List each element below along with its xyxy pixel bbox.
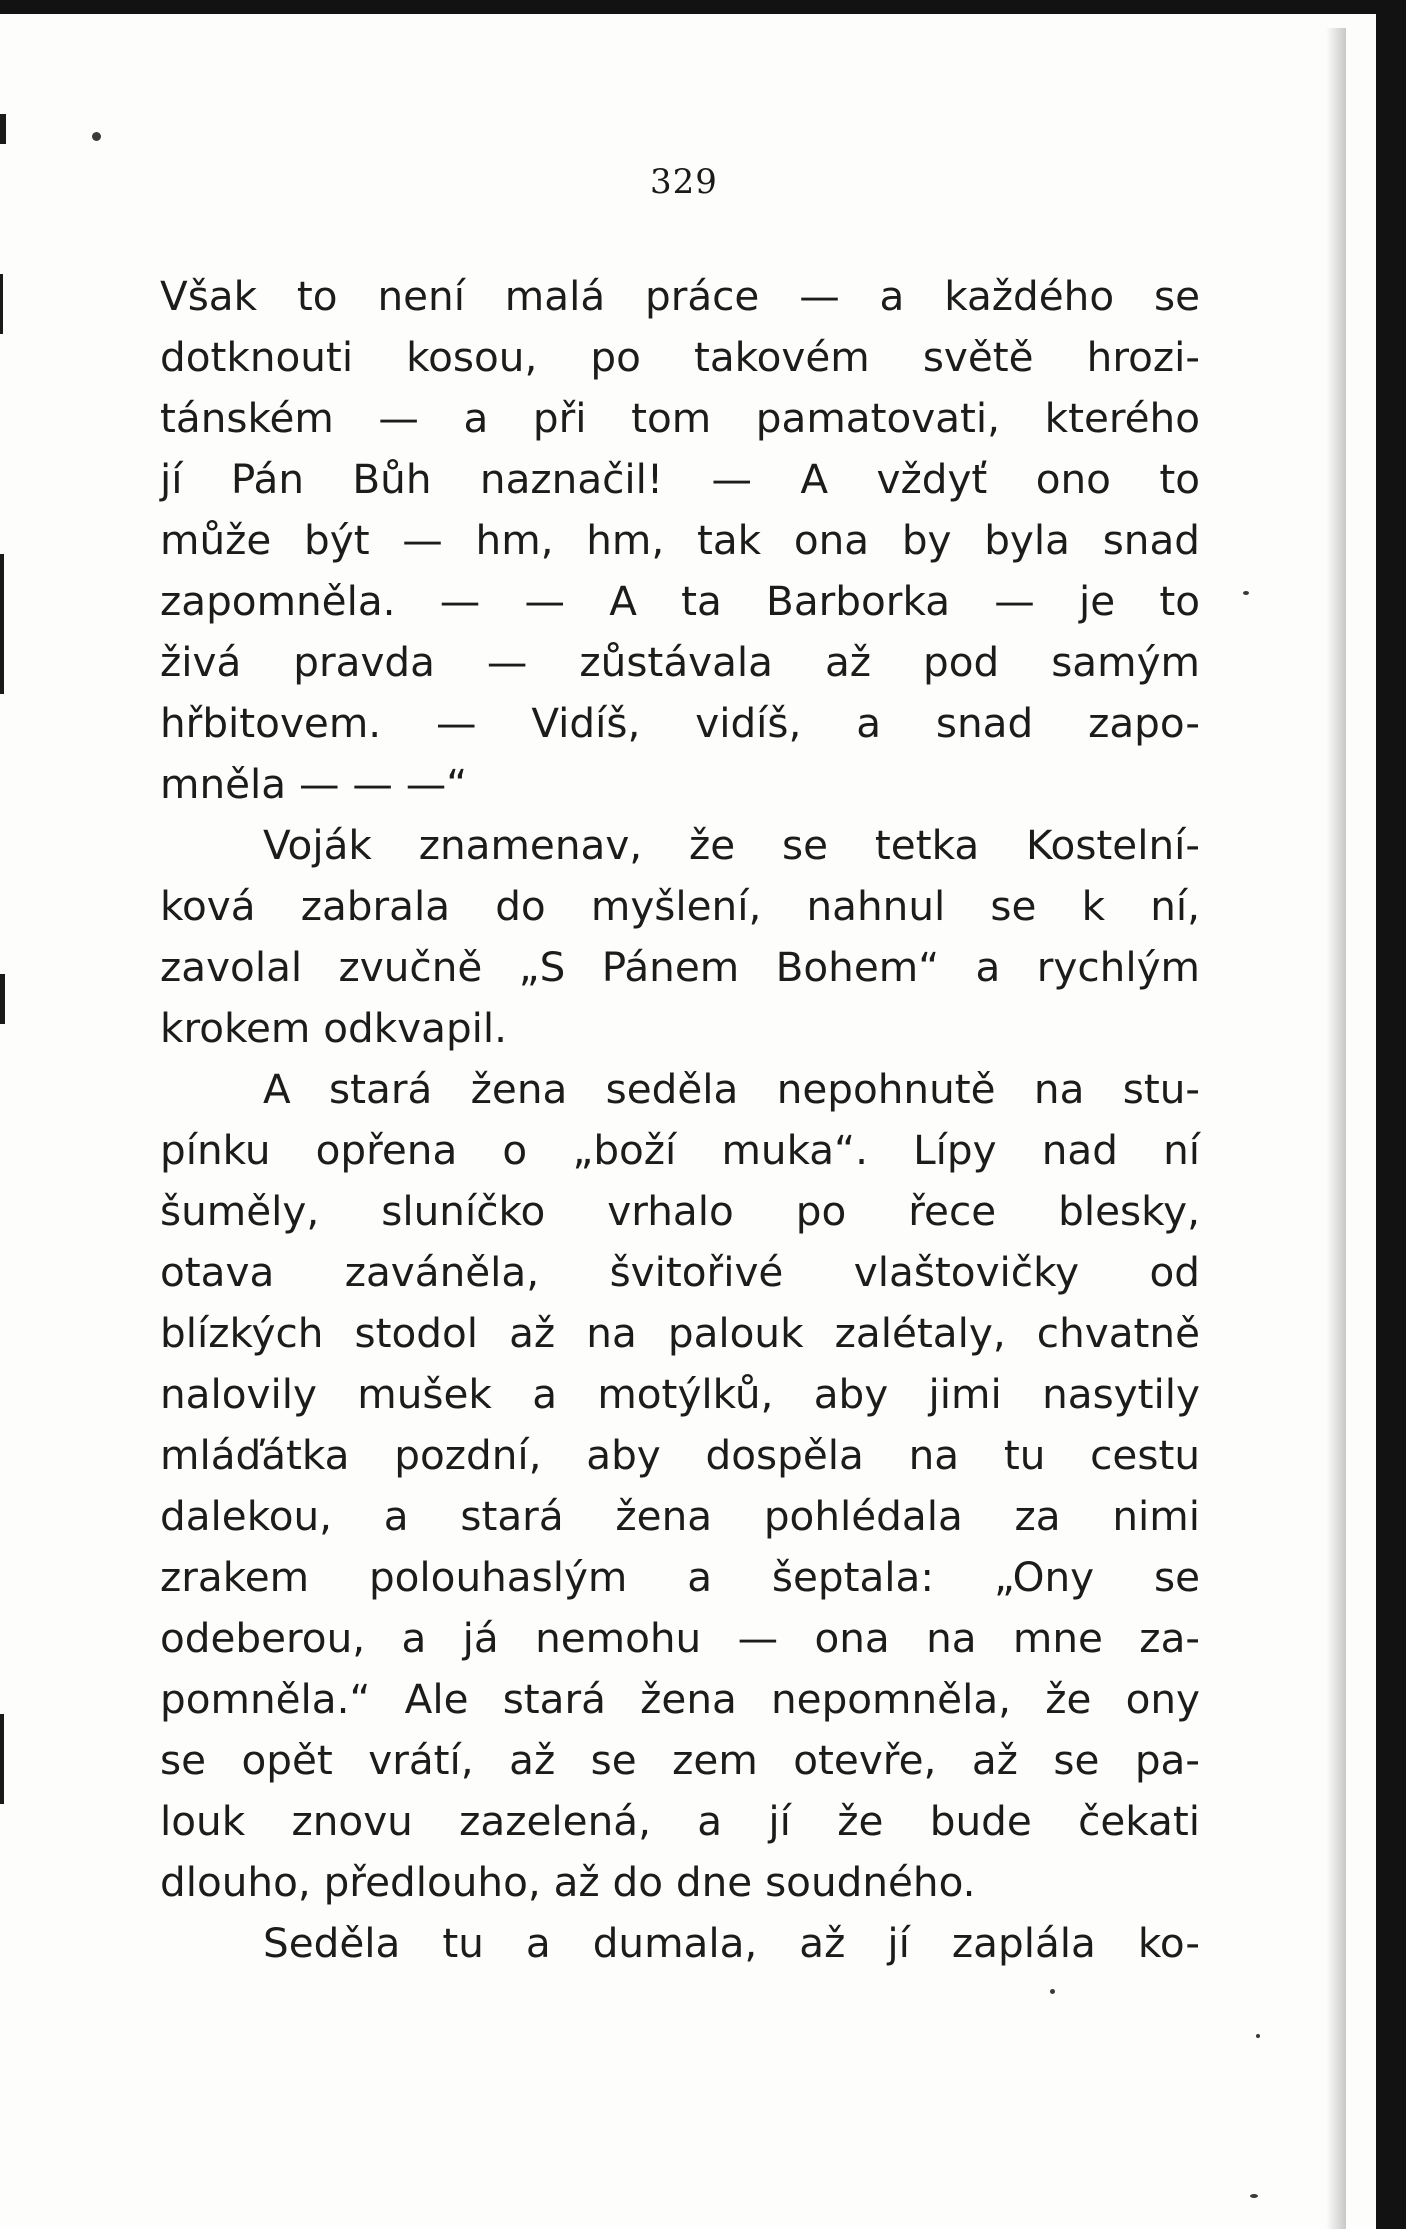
text-line: blízkých stodol až na palouk zalétaly, chvatně [160,1309,1200,1357]
edge-mark [0,274,3,334]
text-line: tánském — a při tom pamatovati, kterého [160,394,1200,442]
text-line: louk znovu zazelená, a jí že bude čekati [160,1797,1200,1845]
text-line: šuměly, sluníčko vrhalo po řece blesky, [160,1187,1200,1235]
text-line: pomněla.“ Ale stará žena nepomněla, že ony [160,1675,1200,1723]
speck [1050,1989,1055,1994]
speck [1243,591,1249,595]
left-edge-marks [0,74,14,2174]
text-line: Však to není malá práce — a každého se [160,272,1200,320]
text-line: Voják znamenav, že se tetka Kostelní- [263,821,1200,869]
speck [92,132,101,141]
edge-mark [0,974,5,1024]
text-line: zrakem polouhaslým a šeptala: „Ony se [160,1553,1200,1601]
text-line: odeberou, a já nemohu — ona na mne za- [160,1614,1200,1662]
text-line: krokem odkvapil. [160,1004,508,1052]
speck [1250,2194,1258,2198]
text-line: ková zabrala do myšlení, nahnul se k ní, [160,882,1200,930]
text-line: se opět vrátí, až se zem otevře, až se pa- [160,1736,1200,1784]
text-line: zapomněla. — — A ta Barborka — je to [160,577,1200,625]
page-number: 329 [650,162,718,202]
text-line: může být — hm, hm, tak ona by byla snad [160,516,1200,564]
binding-shadow [1326,28,1346,2229]
text-line: živá pravda — zůstávala až pod samým [160,638,1200,686]
speck [1256,2034,1260,2038]
text-line: pínku opřena o „boží muka“. Lípy nad ní [160,1126,1200,1174]
text-line: jí Pán Bůh naznačil! — A vždyť ono to [160,455,1200,503]
text-line: dlouho, předlouho, až do dne soudného. [160,1858,976,1906]
text-line: zavolal zvučně „S Pánem Bohem“ a rychlým [160,943,1200,991]
text-line: hřbitovem. — Vidíš, vidíš, a snad zapo- [160,699,1200,747]
text-line: mněla — — —“ [160,760,468,808]
text-line: dotknouti kosou, po takovém světě hrozi- [160,333,1200,381]
text-line: otava zaváněla, švitořivé vlaštovičky od [160,1248,1200,1296]
edge-mark [0,114,6,144]
text-line: Seděla tu a dumala, až jí zaplála ko- [263,1919,1200,1967]
body-text [160,266,1200,1974]
text-line: dalekou, a stará žena pohlédala za nimi [160,1492,1200,1540]
text-line: nalovily mušek a motýlků, aby jimi nasytily [160,1370,1200,1418]
text-line: A stará žena seděla nepohnutě na stu- [263,1065,1200,1113]
edge-mark [0,1714,4,1804]
text-line: mláďátka pozdní, aby dospěla na tu cestu [160,1431,1200,1479]
edge-mark [0,554,4,694]
